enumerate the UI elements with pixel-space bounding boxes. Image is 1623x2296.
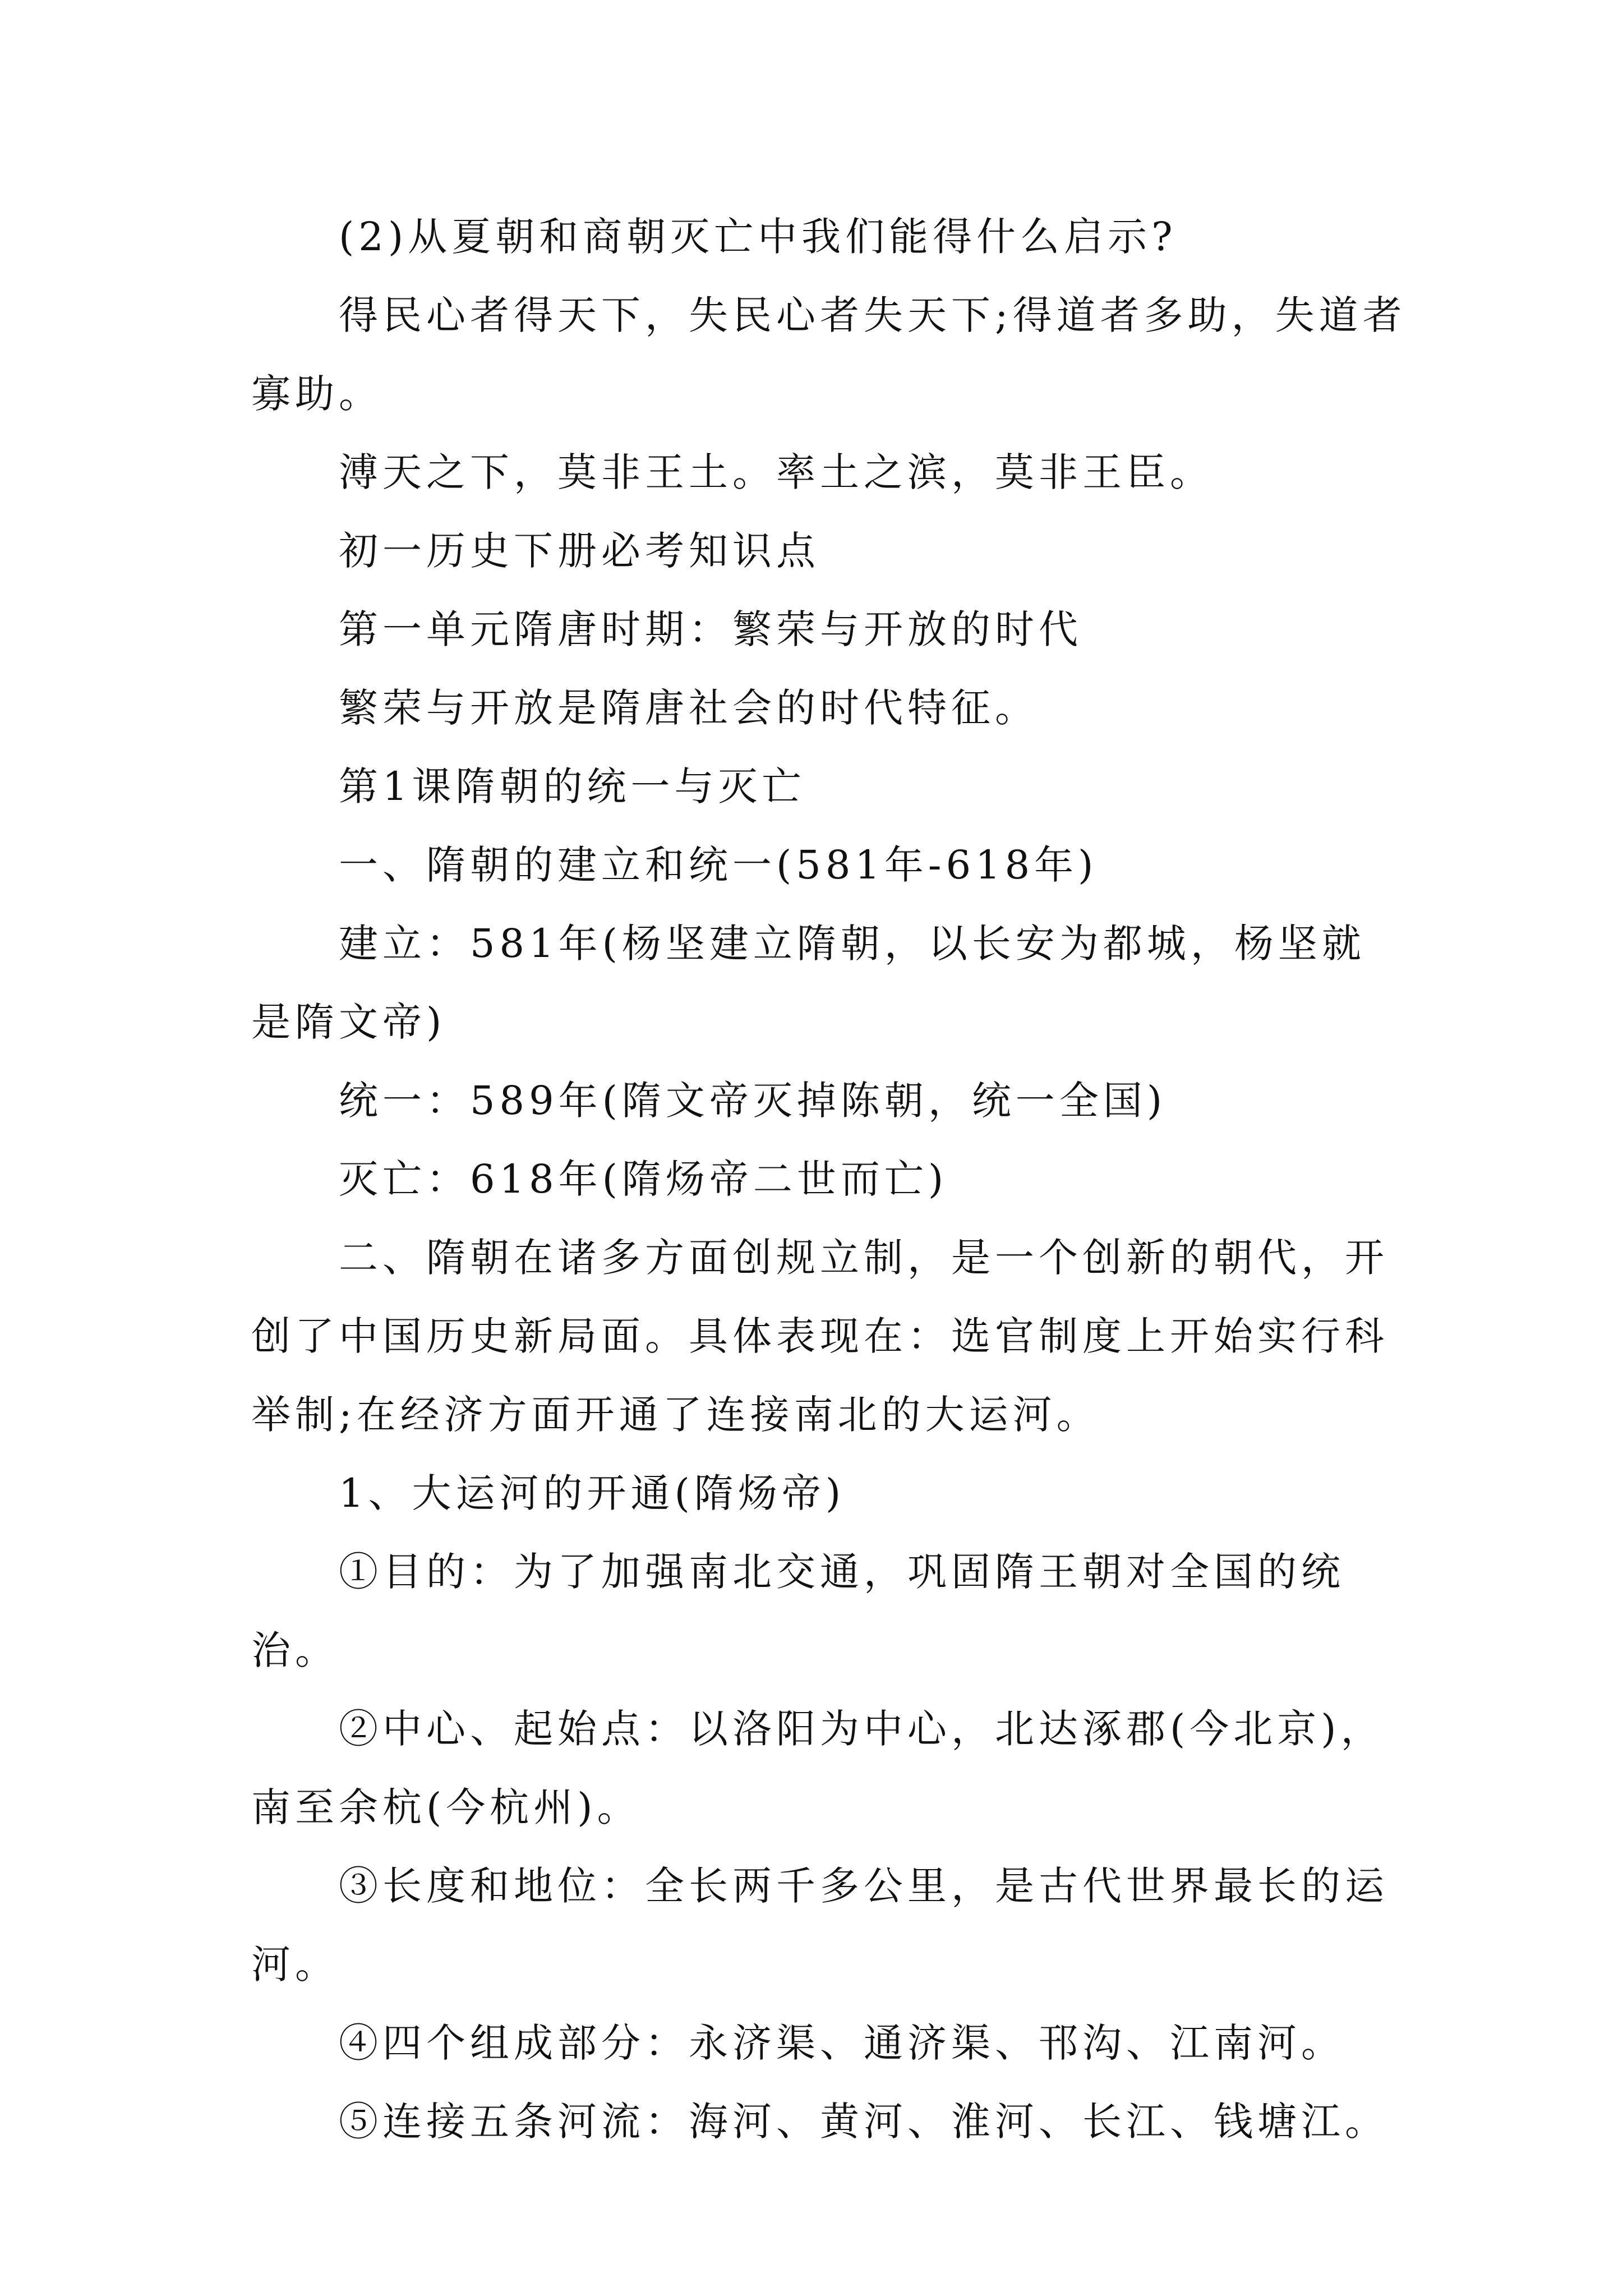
subheading-founding: 一、隋朝的建立和统一(581年-618年) xyxy=(339,842,1098,888)
list-item-center: ②中心、起始点：以洛阳为中心，北达涿郡(今北京)，南至余杭(今杭州)。 xyxy=(251,1706,1385,1830)
paragraph-establish: 建立：581年(杨坚建立隋朝，以长安为都城，杨坚就是隋文帝) xyxy=(251,921,1366,1045)
list-item-components: ④四个组成部分：永济渠、通济渠、邗沟、江南河。 xyxy=(339,2020,1345,2066)
paragraph-quote: 溥天之下，莫非王土。率土之滨，莫非王臣。 xyxy=(339,449,1214,495)
paragraph-unify: 统一：589年(隋文帝灭掉陈朝，统一全国) xyxy=(339,1078,1167,1124)
lesson-heading: 第1课隋朝的统一与灭亡 xyxy=(339,763,806,809)
section-heading: 初一历史下册必考知识点 xyxy=(339,528,820,574)
paragraph-innovation: 二、隋朝在诸多方面创规立制，是一个创新的朝代，开创了中国历史新局面。具体表现在：选官制度上开始实行科举制;在经济方面开通了连接南北的大运河。 xyxy=(251,1235,1389,1438)
document-body xyxy=(251,197,1407,2161)
unit-heading: 第一单元隋唐时期：繁荣与开放的时代 xyxy=(339,606,1082,652)
paragraph-fall: 灭亡：618年(隋炀帝二世而亡) xyxy=(339,1156,948,1202)
subheading-grand-canal: 1、大运河的开通(隋炀帝) xyxy=(339,1470,846,1516)
paragraph-answer: 得民心者得天下，失民心者失天下;得道者多助，失道者寡助。 xyxy=(251,292,1407,417)
list-item-length: ③长度和地位：全长两千多公里，是古代世界最长的运河。 xyxy=(251,1863,1389,1987)
list-item-rivers: ⑤连接五条河流：海河、黄河、淮河、长江、钱塘江。 xyxy=(339,2099,1389,2145)
list-item-purpose: ①目的：为了加强南北交通，巩固隋王朝对全国的统治。 xyxy=(251,1549,1345,1673)
paragraph-question: (2)从夏朝和商朝灭亡中我们能得什么启示? xyxy=(339,214,1177,260)
paragraph-unit-feature: 繁荣与开放是隋唐社会的时代特征。 xyxy=(339,685,1039,731)
